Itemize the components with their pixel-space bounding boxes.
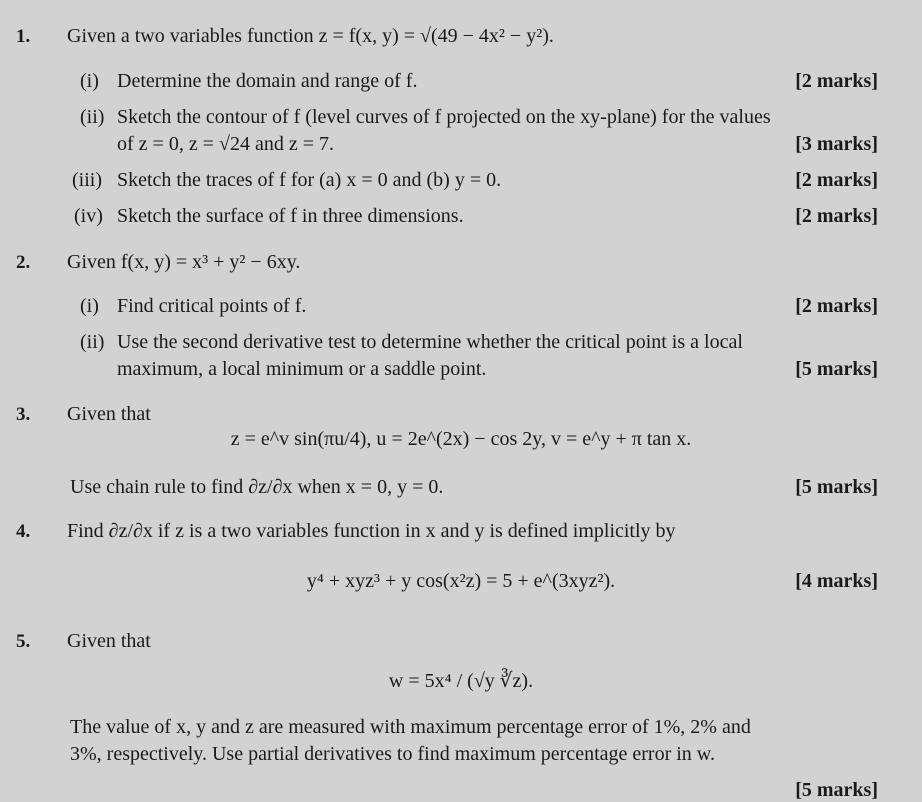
q2-part-ii-marks: [5 marks] xyxy=(795,358,878,380)
q5-number: 5. xyxy=(16,631,31,652)
q1-part-i-text: Determine the domain and range of f. xyxy=(117,70,418,92)
q1-stem: Given a two variables function z = f(x, y) = √(49 − 4x² − y²). xyxy=(67,25,554,47)
q4-number: 4. xyxy=(16,521,31,542)
q1-part-ii-marks: [3 marks] xyxy=(795,133,878,155)
q1-part-iii-marks: [2 marks] xyxy=(795,169,878,191)
q1-part-i-label: (i) xyxy=(80,70,99,92)
q3-number: 3. xyxy=(16,404,31,425)
q2-number: 2. xyxy=(16,252,31,273)
q1-number: 1. xyxy=(16,26,31,47)
q5-equation: w = 5x⁴ / (√y ∛z). xyxy=(388,670,534,692)
q5-text-line2: 3%, respectively. Use partial derivatives to find maximum percentage error in w. xyxy=(70,743,715,765)
q1-part-iv-text: Sketch the surface of f in three dimensions. xyxy=(117,205,464,227)
q5-text-line1: The value of x, y and z are measured with maximum percentage error of 1%, 2% and xyxy=(70,716,751,738)
q1-part-ii-label: (ii) xyxy=(80,106,105,128)
q3-stem: Given that xyxy=(67,403,151,425)
q1-part-iv-label: (iv) xyxy=(74,205,103,227)
q1-part-iii-label: (iii) xyxy=(72,169,102,191)
q2-stem: Given f(x, y) = x³ + y² − 6xy. xyxy=(67,251,301,273)
q4-equation: y⁴ + xyz³ + y cos(x²z) = 5 + e^(3xyz²). xyxy=(306,570,616,592)
q5-stem: Given that xyxy=(67,630,151,652)
q2-part-ii-text-line1: Use the second derivative test to determine whether the critical point is a local xyxy=(117,331,743,353)
q1-part-iv-marks: [2 marks] xyxy=(795,205,878,227)
q2-part-ii-text-line2: maximum, a local minimum or a saddle point. xyxy=(117,358,487,380)
q2-part-ii-label: (ii) xyxy=(80,331,105,353)
q4-marks: [4 marks] xyxy=(795,570,878,592)
q2-part-i-marks: [2 marks] xyxy=(795,295,878,317)
q5-marks: [5 marks] xyxy=(795,779,878,801)
q3-equation: z = e^v sin(πu/4), u = 2e^(2x) − cos 2y, v = e^y + π tan x. xyxy=(230,428,692,450)
q2-part-i-label: (i) xyxy=(80,295,99,317)
q1-part-iii-text: Sketch the traces of f for (a) x = 0 and (b) y = 0. xyxy=(117,169,502,191)
q1-part-i-marks: [2 marks] xyxy=(795,70,878,92)
q2-part-i-text: Find critical points of f. xyxy=(117,295,307,317)
q1-part-ii-text-line1: Sketch the contour of f (level curves of f projected on the xy-plane) for the values xyxy=(117,106,771,128)
q3-marks: [5 marks] xyxy=(795,476,878,498)
q3-instruction: Use chain rule to find ∂z/∂x when x = 0, y = 0. xyxy=(70,476,444,498)
q4-stem: Find ∂z/∂x if z is a two variables function in x and y is defined implicitly by xyxy=(67,520,676,542)
q1-part-ii-text-line2: of z = 0, z = √24 and z = 7. xyxy=(117,133,334,155)
